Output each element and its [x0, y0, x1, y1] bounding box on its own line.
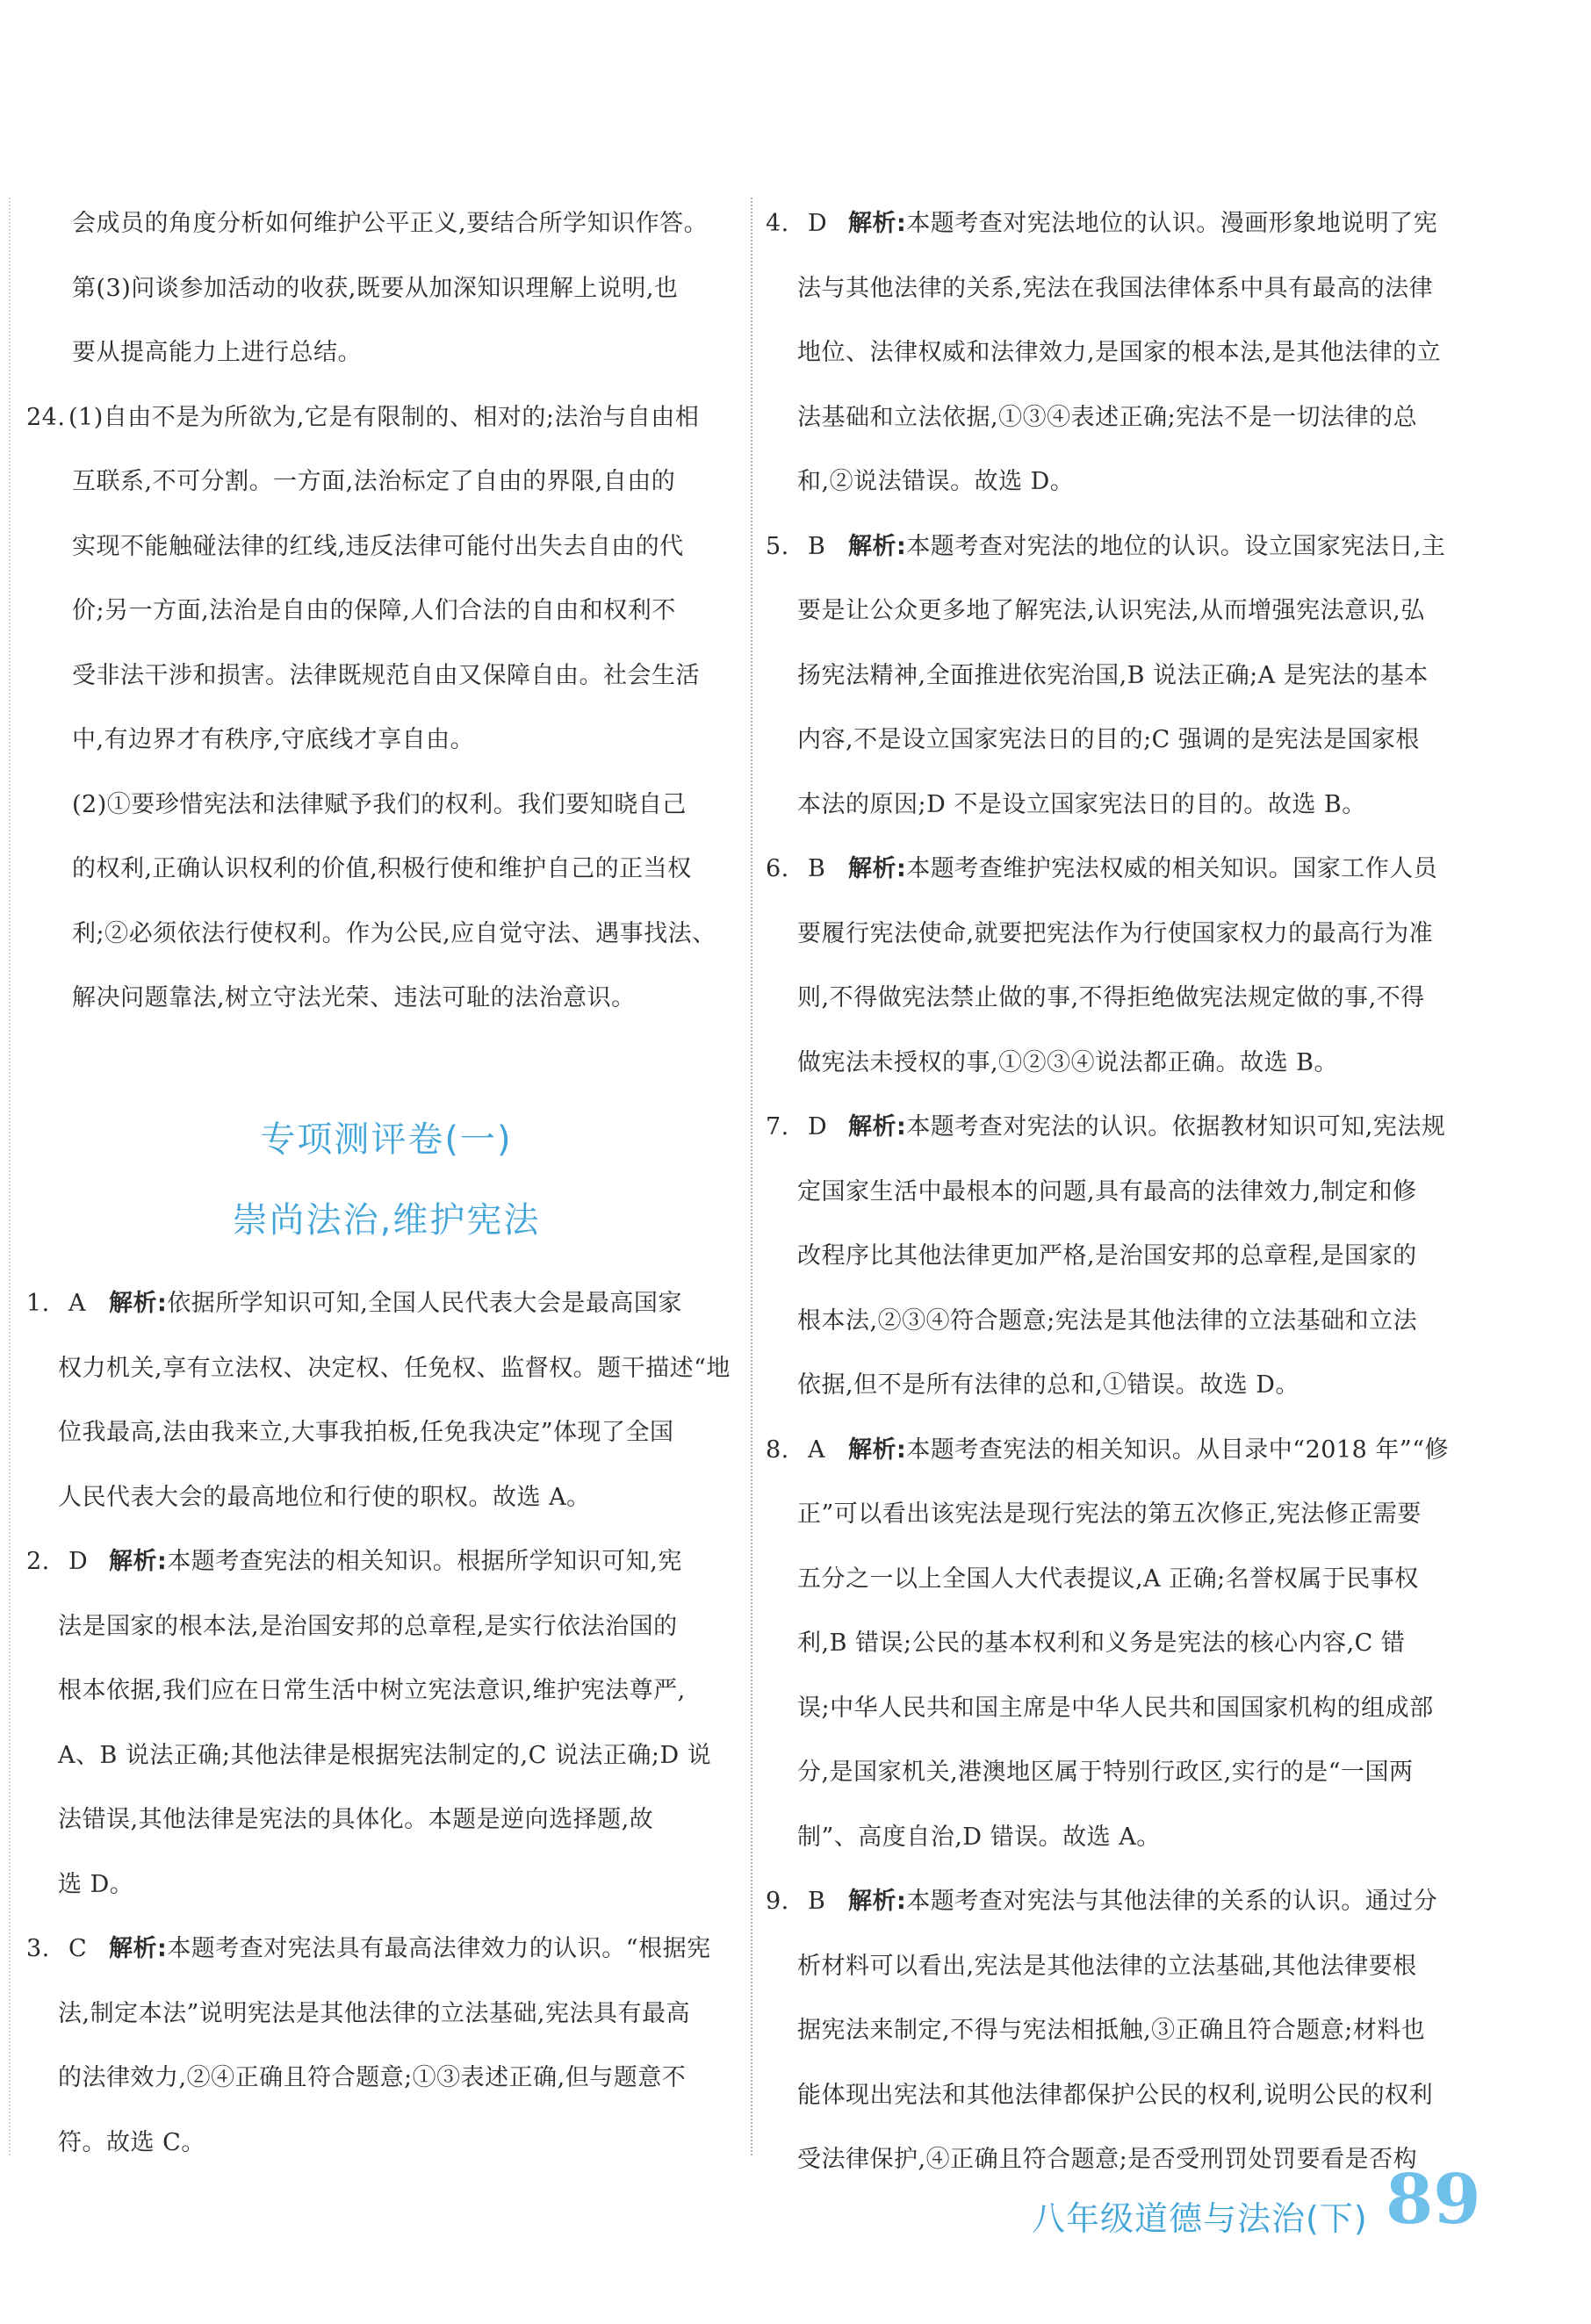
analysis-label: 解析:	[109, 1548, 168, 1575]
item-number: 5.	[766, 532, 789, 560]
item-answer: D	[808, 1113, 828, 1140]
text-line: 受非法干涉和损害。法律既规范自由又保障自由。社会生活	[72, 661, 700, 689]
text-line: 第(3)问谈参加活动的收获,既要从加深知识理解上说明,也	[72, 274, 679, 302]
item-number: 6.	[766, 855, 789, 882]
text-line: 本题考查宪法的相关知识。根据所学知识可知,宪	[167, 1548, 682, 1575]
text-line: 人民代表大会的最高地位和行使的职权。故选 A。	[58, 1483, 591, 1511]
item-answer: A	[68, 1290, 86, 1317]
item-number: 24.	[26, 403, 66, 431]
analysis-label: 解析:	[848, 1113, 907, 1140]
analysis-label: 解析:	[109, 1935, 168, 1962]
text-line: 依据,但不是所有法律的总和,①错误。故选 D。	[797, 1371, 1299, 1399]
text-line: 据宪法来制定,不得与宪法相抵触,③正确且符合题意;材料也	[797, 2017, 1426, 2044]
item-number: 7.	[766, 1113, 789, 1140]
text-line: (2)①要珍惜宪法和法律赋予我们的权利。我们要知晓自己	[72, 790, 687, 818]
text-line: 法与其他法律的关系,宪法在我国法律体系中具有最高的法律	[797, 274, 1434, 302]
text-line: 要履行宪法使命,就要把宪法作为行使国家权力的最高行为准	[797, 919, 1434, 947]
right-column	[766, 191, 1481, 2192]
left-column-answers	[26, 1271, 746, 2175]
answer-item-first-line	[766, 837, 1481, 902]
text-line: 能体现出宪法和其他法律都保护公民的权利,说明公民的权利	[797, 2081, 1434, 2109]
text-line: 权力机关,享有立法权、决定权、任免权、监督权。题干描述“地	[58, 1354, 731, 1382]
item-answer: B	[808, 855, 826, 882]
item-answer: D	[808, 210, 828, 237]
text-line: 本题考查宪法的相关知识。从目录中“2018 年”“修	[906, 1435, 1450, 1464]
text-line: 根本依据,我们应在日常生活中树立宪法意识,维护宪法尊严,	[58, 1677, 686, 1704]
item-number: 4.	[766, 210, 789, 237]
item-answer: D	[68, 1548, 89, 1575]
text-line: 要从提高能力上进行总结。	[72, 339, 362, 366]
item-answer: C	[68, 1935, 88, 1962]
text-line: 本题考查对宪法地位的认识。漫画形象地说明了宪	[906, 210, 1438, 237]
text-line: 和,②说法错误。故选 D。	[797, 468, 1075, 495]
text-line: A、B 说法正确;其他法律是根据宪法制定的,C 说法正确;D 说	[58, 1741, 712, 1769]
analysis-label: 解析:	[848, 1888, 907, 1915]
section-title: 专项测评卷(一)	[260, 1119, 513, 1160]
binding-edge-dotted-line	[9, 198, 11, 2155]
text-line: 本题考查对宪法具有最高法律效力的认识。“根据宪	[167, 1935, 711, 1962]
text-line: 内容,不是设立国家宪法日的目的;C 强调的是宪法是国家根	[797, 726, 1420, 753]
text-line: 的法律效力,②④正确且符合题意;①③表述正确,但与题意不	[58, 2064, 687, 2091]
text-line: 利;②必须依法行使权利。作为公民,应自觉守法、遇事找法、	[72, 919, 716, 947]
text-line: 位我最高,法由我来立,大事我拍板,任免我决定”体现了全国	[58, 1419, 674, 1446]
text-line: 解决问题靠法,树立守法光荣、违法可耻的法治意识。	[72, 984, 636, 1011]
analysis-label: 解析:	[848, 855, 907, 882]
answer-item-first-line	[766, 1869, 1481, 1934]
text-line: 本法的原因;D 不是设立国家宪法日的目的。故选 B。	[797, 790, 1366, 818]
answer-item-first-line	[766, 514, 1481, 579]
q24-first-line	[26, 385, 746, 450]
text-line: 本题考查对宪法的认识。依据教材知识可知,宪法规	[906, 1113, 1446, 1140]
analysis-label: 解析:	[848, 1435, 907, 1464]
section-subtitle: 崇尚法治,维护宪法	[232, 1200, 541, 1241]
text-line: 扬宪法精神,全面推进依宪治国,B 说法正确;A 是宪法的基本	[797, 661, 1429, 689]
text-line: 要是让公众更多地了解宪法,认识宪法,从而增强宪法意识,弘	[797, 597, 1425, 624]
answer-item-first-line	[766, 191, 1481, 256]
text-line: 本题考查维护宪法权威的相关知识。国家工作人员	[906, 855, 1438, 882]
item-number: 1.	[26, 1290, 50, 1317]
text-line: 误;中华人民共和国主席是中华人民共和国国家机构的组成部	[797, 1694, 1434, 1722]
text-line: 价;另一方面,法治是自由的保障,人们合法的自由和权利不	[72, 597, 676, 624]
text-line: 定国家生活中最根本的问题,具有最高的法律效力,制定和修	[797, 1177, 1417, 1205]
text-line: 会成员的角度分析如何维护公平正义,要结合所学知识作答。	[72, 210, 709, 237]
text-line: 五分之一以上全国人大代表提议,A 正确;名誉权属于民事权	[797, 1565, 1419, 1593]
text-line: 根本法,②③④符合题意;宪法是其他法律的立法基础和立法	[797, 1306, 1418, 1335]
book-title: 八年级道德与法治(下)	[1032, 2199, 1368, 2238]
page-number: 89	[1386, 2160, 1481, 2240]
answer-item-first-line	[26, 1917, 746, 1982]
item-answer: B	[808, 532, 826, 560]
text-line: 依据所学知识可知,全国人民代表大会是最高国家	[167, 1290, 682, 1317]
text-line: 正”可以看出该宪法是现行宪法的第五次修正,宪法修正需要	[797, 1500, 1422, 1528]
text-line: 法错误,其他法律是宪法的具体化。本题是逆向选择题,故	[58, 1806, 654, 1833]
text-line: 中,有边界才有秩序,守底线才享自由。	[72, 726, 475, 753]
item-number: 9.	[766, 1888, 789, 1915]
text-line: 本题考查对宪法的地位的认识。设立国家宪法日,主	[906, 532, 1446, 560]
text-line: 选 D。	[58, 1870, 134, 1898]
text-line: 的权利,正确认识权利的价值,积极行使和维护自己的正当权	[72, 855, 692, 882]
answer-item-first-line	[766, 1095, 1481, 1160]
item-number: 2.	[26, 1548, 50, 1575]
text-line: 符。故选 C。	[58, 2128, 205, 2156]
text-line: 法基础和立法依据,①③④表述正确;宪法不是一切法律的总	[797, 403, 1418, 431]
text-line: 利,B 错误;公民的基本权利和义务是宪法的核心内容,C 错	[797, 1630, 1406, 1657]
text-line: 实现不能触碰法律的红线,违反法律可能付出失去自由的代	[72, 532, 684, 560]
analysis-label: 解析:	[848, 532, 907, 560]
text-line: 本题考查对宪法与其他法律的关系的认识。通过分	[906, 1888, 1438, 1915]
text-line: 地位、法律权威和法律效力,是国家的根本法,是其他法律的立	[797, 339, 1442, 366]
text-line: 则,不得做宪法禁止做的事,不得拒绝做宪法规定做的事,不得	[797, 984, 1425, 1011]
item-answer: B	[808, 1888, 826, 1915]
text-line: 法,制定本法”说明宪法是其他法律的立法基础,宪法具有最高	[58, 1999, 690, 2027]
text-line: 制”、高度自治,D 错误。故选 A。	[797, 1823, 1161, 1851]
text-line: 互联系,不可分割。一方面,法治标定了自由的界限,自由的	[72, 468, 676, 495]
text-line: 分,是国家机关,港澳地区属于特别行政区,实行的是“一国两	[797, 1759, 1414, 1786]
left-column	[26, 191, 746, 1031]
answer-item-first-line	[26, 1529, 746, 1594]
text-line: (1)自由不是为所欲为,它是有限制的、相对的;法治与自由相	[68, 403, 700, 431]
text-line: 改程序比其他法律更加严格,是治国安邦的总章程,是国家的	[797, 1242, 1417, 1270]
text-line: 做宪法未授权的事,①②③④说法都正确。故选 B。	[797, 1048, 1339, 1076]
item-number: 8.	[766, 1435, 789, 1464]
item-number: 3.	[26, 1935, 50, 1962]
analysis-label: 解析:	[848, 210, 907, 237]
text-line: 受法律保护,④正确且符合题意;是否受刑罚处罚要看是否构	[797, 2146, 1418, 2173]
answer-item-first-line	[26, 1271, 746, 1336]
analysis-label: 解析:	[109, 1290, 168, 1317]
text-line: 法是国家的根本法,是治国安邦的总章程,是实行依法治国的	[58, 1612, 678, 1640]
column-divider	[751, 198, 752, 2155]
item-answer: A	[808, 1435, 825, 1464]
text-line: 析材料可以看出,宪法是其他法律的立法基础,其他法律要根	[797, 1952, 1417, 1980]
answer-item-first-line	[766, 1418, 1481, 1483]
